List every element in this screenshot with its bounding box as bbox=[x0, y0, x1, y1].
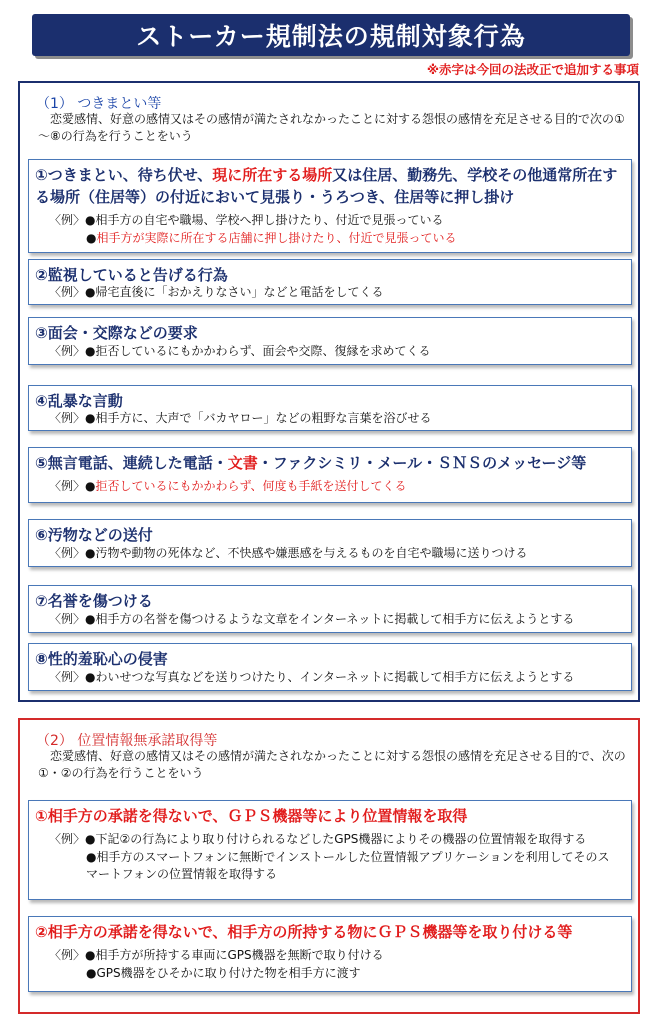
item-title bbox=[35, 452, 627, 474]
section-stalking bbox=[18, 81, 640, 702]
item-3 bbox=[28, 317, 632, 365]
section-description: 恋愛感情、好意の感情又はその感情が満たされなかったことに対する怨恨の感情を充足させる目的で次の①～⑧の行為を行うことをいう bbox=[38, 112, 625, 143]
item-title: ④乱暴な言動 bbox=[35, 392, 123, 410]
item-example bbox=[49, 478, 407, 495]
amendment-note: ※赤字は今回の法改正で追加する事項 bbox=[426, 62, 639, 77]
item-example-red: 拒否しているにもかかわらず、何度も手紙を送付してくる bbox=[95, 479, 407, 493]
item-title-part: 又は住居、勤務先、学校その他通常所在する場所（住居等）の付近において見張り・うろつき、住居等に押し掛け bbox=[35, 166, 618, 206]
item-title: ⑦名誉を傷つける bbox=[35, 592, 153, 610]
item-title-part: ①つきまとい、待ち伏せ、 bbox=[35, 166, 213, 184]
item-example: ●GPS機器をひそかに取り付けた物を相手方に渡す bbox=[86, 966, 361, 980]
item-example-added bbox=[86, 230, 457, 247]
section-description: 恋愛感情、好意の感情又はその感情が満たされなかったことに対する怨恨の感情を充足させる目的で、次の①・②の行為を行うことをいう bbox=[38, 749, 626, 780]
bullet: ● bbox=[86, 231, 97, 245]
item-title-added: 現に所在する場所 bbox=[212, 166, 333, 184]
page-title: ストーカー規制法の規制対象行為 bbox=[32, 14, 630, 56]
example-prefix: 〈例〉● bbox=[49, 479, 96, 493]
item-6 bbox=[28, 519, 632, 567]
item-title-added: 文書 bbox=[227, 454, 258, 472]
item-7 bbox=[28, 585, 632, 633]
gps-item-2 bbox=[28, 916, 632, 992]
item-2 bbox=[28, 259, 632, 305]
item-title: ①相手方の承諾を得ないで、ＧＰＳ機器等により位置情報を取得 bbox=[35, 807, 468, 825]
item-example: 〈例〉●相手方に、大声で「バカヤロー」などの粗野な言葉を浴びせる bbox=[49, 411, 432, 425]
item-1 bbox=[28, 159, 632, 253]
item-example: 〈例〉●相手方が所持する車両にGPS機器を無断で取り付ける bbox=[49, 948, 384, 962]
gps-item-1 bbox=[28, 800, 632, 900]
item-4 bbox=[28, 385, 632, 431]
item-5 bbox=[28, 447, 632, 503]
item-title: ③面会・交際などの要求 bbox=[35, 324, 198, 342]
item-title: ②監視していると告げる行為 bbox=[35, 266, 228, 284]
item-example: 〈例〉●わいせつな写真などを送りつけたり、インターネットに掲載して相手方に伝えようとする bbox=[49, 670, 575, 684]
item-8 bbox=[28, 643, 632, 691]
item-title-part: ⑤無言電話、連続した電話・ bbox=[35, 454, 228, 472]
item-example: 〈例〉●帰宅直後に「おかえりなさい」などと電話をしてくる bbox=[49, 285, 384, 299]
section-heading: （2） 位置情報無承諾取得等 bbox=[36, 733, 218, 749]
item-example: ●相手方のスマートフォンに無断でインストールした位置情報アプリケーションを利用してそのスマートフォンの位置情報を取得する bbox=[86, 850, 610, 881]
item-title: ②相手方の承諾を得ないで、相手方の所持する物にＧＰＳ機器等を取り付ける等 bbox=[35, 923, 573, 941]
item-title: ⑥汚物などの送付 bbox=[35, 526, 153, 544]
item-example: 〈例〉●汚物や動物の死体など、不快感や嫌悪感を与えるものを自宅や職場に送りつける bbox=[49, 546, 528, 560]
section-heading: （1） つきまとい等 bbox=[36, 96, 162, 112]
item-example: 〈例〉●相手方の自宅や職場、学校へ押し掛けたり、付近で見張っている bbox=[49, 213, 444, 227]
section-location-info bbox=[18, 718, 640, 1014]
item-example-red: 相手方が実際に所在する店舗に押し掛けたり、付近で見張っている bbox=[96, 231, 457, 245]
item-example: 〈例〉●相手方の名誉を傷つけるような文章をインターネットに掲載して相手方に伝えようとする bbox=[49, 612, 575, 626]
item-example: 〈例〉●拒否しているにもかかわらず、面会や交際、復縁を求めてくる bbox=[49, 344, 431, 358]
item-title: ⑧性的羞恥心の侵害 bbox=[35, 650, 168, 668]
item-title-part: ・ファクシミリ・メール・ＳＮＳのメッセージ等 bbox=[257, 454, 587, 472]
item-example: 〈例〉●下記②の行為により取り付けられるなどしたGPS機器によりその機器の位置情報を取得する bbox=[49, 832, 587, 846]
item-title bbox=[35, 164, 627, 208]
